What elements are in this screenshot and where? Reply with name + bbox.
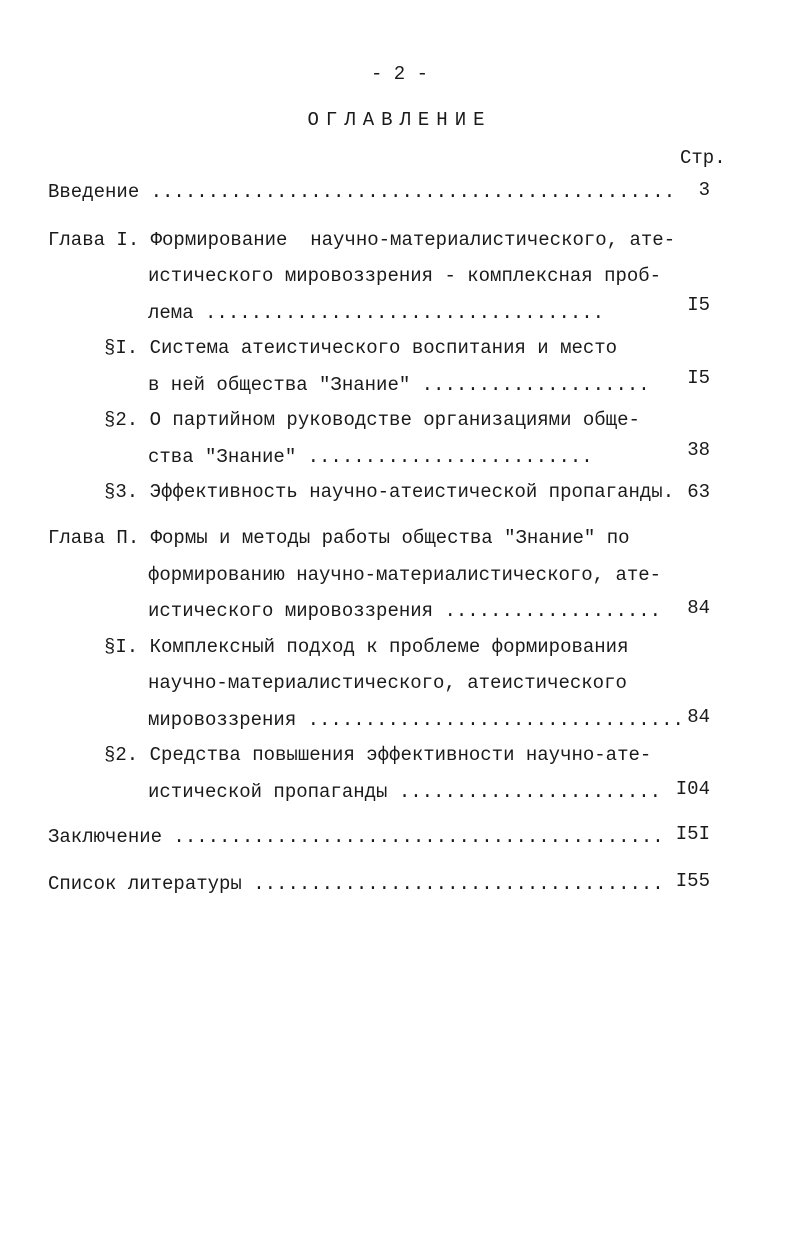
document-title: ОГЛАВЛЕНИЕ	[307, 109, 492, 131]
toc-entry-ch2-section-1-line-3: мировоззрения .................................	[148, 709, 684, 731]
toc-page-ch1-section-3: 63	[687, 481, 710, 503]
toc-entry-ch1-section-3-line-1: §3. Эффективность научно-атеистической пропаганды.	[104, 481, 675, 503]
toc-entry-ch2-section-2-line-1: §2. Средства повышения эффективности научно-ате-	[104, 744, 652, 766]
toc-entry-ch1-section-2-line-2: ства "Знание" .........................	[148, 446, 593, 468]
toc-entry-chapter-2-line-3: истического мировоззрения ...................	[148, 600, 662, 622]
toc-entry-chapter-2-line-2: формированию научно-материалистического, ате-	[148, 564, 662, 586]
toc-page-ch2-section-1: 84	[687, 706, 710, 728]
toc-entry-introduction: Введение ..............................................	[48, 181, 676, 203]
toc-entry-ch2-section-1-line-1: §I. Комплексный подход к проблеме формирования	[104, 636, 629, 658]
page-number: - 2 -	[370, 63, 428, 85]
toc-page-chapter-2: 84	[687, 597, 710, 619]
toc-page-ch1-section-2: 38	[687, 439, 710, 461]
toc-entry-conclusion: Заключение ...........................................	[48, 826, 664, 848]
toc-entry-ch1-section-1-line-2: в ней общества "Знание" ....................	[148, 374, 650, 396]
toc-entry-ch1-section-1-line-1: §I. Система атеистического воспитания и место	[104, 337, 618, 359]
page-column-header: Стр.	[680, 147, 726, 169]
toc-entry-chapter-1-line-3: лема ...................................	[148, 302, 605, 324]
toc-entry-bibliography: Список литературы ....................................	[48, 873, 664, 895]
toc-entry-ch2-section-2-line-2: истической пропаганды .......................	[148, 781, 662, 803]
toc-page-bibliography: I55	[675, 870, 710, 892]
toc-entry-ch1-section-2-line-1: §2. О партийном руководстве организациями обще-	[104, 409, 640, 431]
toc-entry-chapter-1-line-2: истического мировоззрения - комплексная проб-	[148, 265, 662, 287]
toc-page-conclusion: I5I	[675, 823, 710, 845]
toc-page-ch2-section-2: I04	[675, 778, 710, 800]
toc-entry-chapter-1-line-1: Глава I. Формирование научно-материалистического, ате-	[48, 229, 676, 251]
toc-page-chapter-1: I5	[687, 294, 710, 316]
toc-entry-ch2-section-1-line-2: научно-материалистического, атеистического	[148, 672, 627, 694]
toc-entry-chapter-2-line-1: Глава П. Формы и методы работы общества "Знание" по	[48, 527, 630, 549]
toc-page-ch1-section-1: I5	[687, 367, 710, 389]
toc-page-introduction: 3	[698, 179, 710, 201]
